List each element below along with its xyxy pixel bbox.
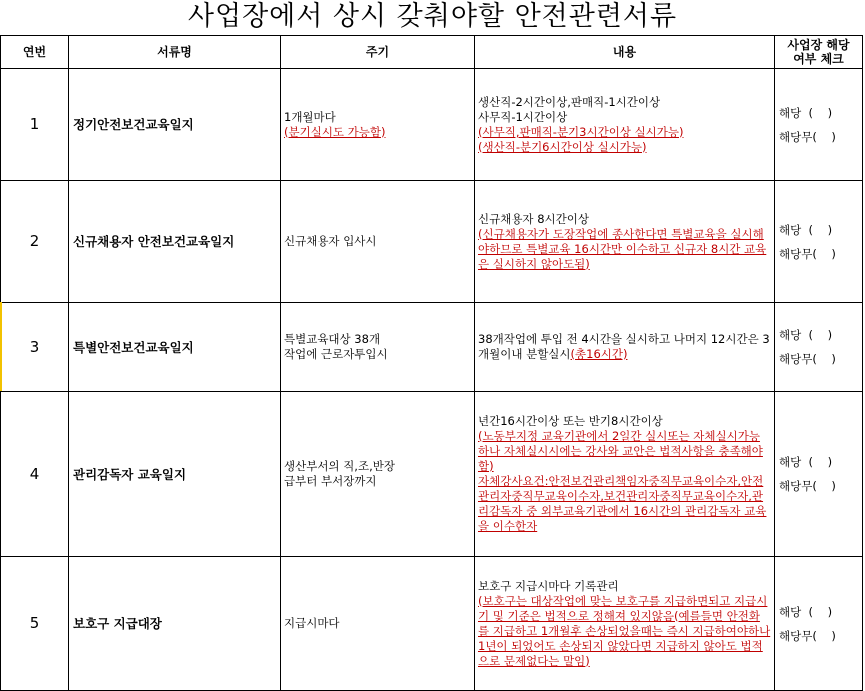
table-row [1, 392, 863, 557]
row-number: 4 [1, 392, 69, 557]
document-name: 신규채용자 안전보건교육일지 [69, 181, 281, 303]
content-cell [475, 69, 775, 181]
applicability-check[interactable] [775, 303, 863, 392]
document-name: 특별안전보건교육일지 [69, 303, 281, 392]
content-cell [475, 303, 775, 392]
body-text: 생산직-2시간이상,판매직-1시간이상 [478, 94, 661, 109]
body-text: 보호구 지급시마다 기록관리 [478, 578, 619, 593]
header-cycle: 주기 [281, 36, 475, 69]
check-applicable[interactable]: 해당 ( ) [779, 222, 833, 237]
row-number: 1 [1, 69, 69, 181]
content-cell [475, 392, 775, 557]
body-text: 생산부서의 직,조,반장 [284, 459, 395, 473]
table-row [1, 181, 863, 303]
note-text: (분기실시도 가능함) [284, 124, 386, 139]
applicability-check[interactable] [775, 69, 863, 181]
row-selection-marker [0, 302, 2, 391]
page-title: 사업장에서 상시 갖춰야할 안전관련서류 [187, 1, 678, 32]
row-number: 5 [1, 557, 69, 691]
body-text: 38개작업에 투입 전 4시간을 실시하고 나머지 12시간은 3개월이내 분할실시 [478, 332, 770, 361]
document-name: 관리감독자 교육일지 [69, 392, 281, 557]
check-applicable[interactable]: 해당 ( ) [779, 105, 833, 120]
note-text: (신규채용자가 도장작업에 종사한다면 특별교육을 실시해야하므로 특별교육 16시간만 이수하고 신규자 8시간 교육은 실시하지 않아도됨) [478, 226, 767, 271]
body-text: 급부터 부서장까지 [284, 474, 377, 488]
header-content: 내용 [475, 36, 775, 69]
body-text: 년간16시간이상 또는 반기8시간이상 [478, 414, 663, 428]
row-number: 3 [1, 303, 69, 392]
body-text: 1개월마다 [284, 109, 336, 124]
document-name: 정기안전보건교육일지 [69, 69, 281, 181]
body-text: 신규채용자 입사시 [284, 234, 377, 248]
table-row [1, 557, 863, 691]
content-cell [475, 181, 775, 303]
check-applicable[interactable]: 해당 ( ) [779, 455, 833, 469]
check-not-applicable[interactable]: 해당무( ) [779, 129, 836, 144]
note-text: (생산직-분기6시간이상 실시가능) [478, 139, 647, 154]
body-text: 특별교육대상 38개 [284, 332, 381, 346]
check-not-applicable[interactable]: 해당무( ) [779, 479, 836, 493]
check-not-applicable[interactable]: 해당무( ) [779, 628, 836, 643]
row-number: 2 [1, 181, 69, 303]
cycle-cell [281, 181, 475, 303]
check-not-applicable[interactable]: 해당무( ) [779, 246, 836, 261]
body-text: 신규채용자 8시간이상 [478, 211, 589, 226]
content-cell [475, 557, 775, 691]
header-name: 서류명 [69, 36, 281, 69]
body-text: 작업에 근로자투입시 [284, 347, 388, 361]
check-applicable[interactable]: 해당 ( ) [779, 328, 833, 342]
applicability-check[interactable] [775, 557, 863, 691]
applicability-check[interactable] [775, 392, 863, 557]
note-text: (총16시간) [570, 347, 628, 361]
header-check: 사업장 해당 여부 체크 [775, 36, 863, 69]
cycle-cell [281, 69, 475, 181]
table-row [1, 69, 863, 181]
note-text: (사무직,판매직-분기3시간이상 실시가능) [478, 124, 684, 139]
body-text: 지급시마다 [284, 616, 340, 630]
header-no: 연번 [1, 36, 69, 69]
note-text: (보호구는 대상작업에 맞는 보호구를 지급하면되고 지급시기 및 기준은 법적으로 정해져 있지않음(예를들면 안전화를 지급하고 1개월후 손상되었을때는 즉시 지급하여야하나 1년이 되었어도 손상되지 않았다면 지급하지 않아도 법적으로 문제없다는 말임) [478, 593, 771, 668]
cycle-cell [281, 392, 475, 557]
table-header-row [1, 36, 863, 69]
document-table [0, 35, 863, 691]
note-text: (노동부지정 교육기관에서 2일간 실시또는 자체실시가능하나 자체실시시에는 강사와 교안은 법적사항을 충족해야함) [478, 429, 763, 473]
note-text: 자체강사요건:안전보건관리책임자중직무교육이수자,안전관리자중직무교육이수자,보건관리자중직무교육이수자,관리감독자 중 외부교육기관에서 16시간의 관리감독자 교육을 이수한자 [478, 474, 767, 533]
table-row [1, 303, 863, 392]
body-text: 사무직-1시간이상 [478, 109, 568, 124]
check-not-applicable[interactable]: 해당무( ) [779, 352, 836, 366]
cycle-cell [281, 557, 475, 691]
applicability-check[interactable] [775, 181, 863, 303]
check-applicable[interactable]: 해당 ( ) [779, 604, 833, 619]
document-name: 보호구 지급대장 [69, 557, 281, 691]
cycle-cell [281, 303, 475, 392]
